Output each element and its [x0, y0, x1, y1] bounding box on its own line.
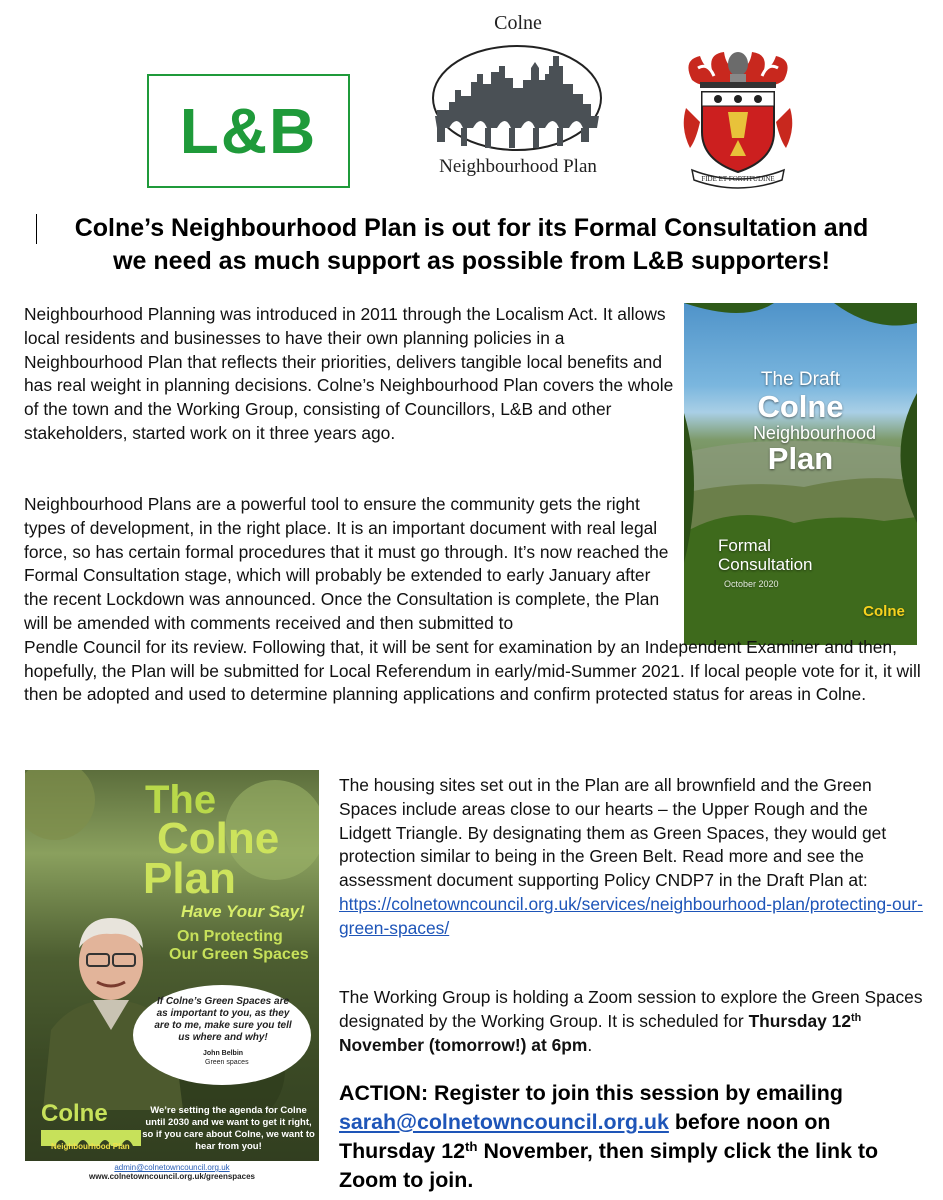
paragraph-green-spaces-text: The housing sites set out in the Plan are all brownfield and the Green Spaces include areas close to our hearts – the Upper Rough and the Lidgett Triangle. By designating them as Green Spaces, they would get protection similar to being in the Green Belt. Read more and see the assessment document supporting Policy CNDP7 in the Draft Plan at:	[339, 775, 887, 891]
coat-of-arms-icon	[678, 48, 798, 190]
colne-coat-of-arms	[678, 48, 798, 190]
poster-footer	[25, 1161, 319, 1188]
colne-plan-poster-image	[25, 770, 319, 1188]
zoom-session-date-suffix: th	[851, 1012, 862, 1025]
green-spaces-link[interactable]: https://colnetowncouncil.org.uk/services/neighbourhood-plan/protecting-our-green-spaces/	[339, 893, 923, 938]
paragraph-process-part-2: Pendle Council for its review. Following that, it will be sent for examination by an Independent Examiner and then, hopefully, the Plan will be submitted for Local Referendum in early/mid-Summer 2021. If local people vote for it, it will then be adopted and used to determine planning applications and confirm protected status for areas in Colne.	[24, 636, 921, 705]
cover-formal: Formal	[718, 536, 771, 555]
poster-the: The	[145, 778, 217, 822]
cover-plan: Plan	[767, 441, 834, 476]
zoom-session-end: .	[587, 1034, 593, 1055]
logo-colne-word: Colne	[494, 12, 542, 34]
action-callout	[339, 1079, 929, 1195]
cover-colne-logo-text: Colne	[863, 603, 905, 620]
paragraph-process	[24, 493, 924, 707]
poster-our-green-spaces: Our Green Spaces	[169, 946, 309, 963]
cover-consultation: Consultation	[718, 555, 813, 574]
poster-quote: If Colne’s Green Spaces are as important to you, as they are to me, make sure you tell us where and why!	[154, 996, 292, 1043]
action-after-email: before noon on Thursday 12	[339, 1110, 831, 1163]
cover-date: October 2020	[724, 579, 779, 589]
colne-neighbourhood-plan-logo	[428, 8, 608, 184]
paragraph-zoom-session	[339, 986, 924, 1057]
headline-line-2: we need as much support as possible from L&B supporters!	[113, 247, 830, 275]
zoom-session-day: Thursday 12	[748, 1010, 852, 1031]
poster-have-your-say: Have Your Say!	[181, 902, 305, 921]
poster-on-protecting: On Protecting	[177, 928, 283, 945]
zoom-session-time: November (tomorrow!) at 6pm	[339, 1034, 588, 1055]
poster-email: admin@colnetowncouncil.org.uk	[114, 1163, 230, 1172]
poster-signature-role: Green spaces	[205, 1059, 249, 1066]
paragraph-intro: Neighbourhood Planning was introduced in 2011 through the Localism Act. It allows local residents and businesses to have their own planning policies in a Neighbourhood Plan that reflects their priorities, delivers tangible local benefits and has real weight in planning decisions. Colne’s Neighbourhood Plan covers the whole of the town and the Working Group, consisting of Councillors, L&B and other stakeholders, started work on it three years ago.	[24, 304, 674, 443]
poster-colne: Colne	[157, 814, 280, 863]
poster-colne-logo	[37, 1100, 143, 1158]
action-lead: ACTION: Register to join this session by emailing	[339, 1081, 843, 1105]
poster-signature-name: John Belbin	[203, 1050, 244, 1057]
svg-text:FIDE ET FORTITUDINE: FIDE ET FORTITUDINE	[701, 175, 775, 183]
colne-skyline-icon	[431, 44, 603, 152]
lb-logo-text: L&B	[179, 95, 318, 167]
cover-colne: Colne	[757, 389, 844, 424]
action-date-suffix: th	[465, 1139, 478, 1155]
zoom-session-text: The Working Group is holding a Zoom session to explore the Green Spaces designated by the Working Group. It is scheduled for	[339, 987, 923, 1031]
action-tail: November, then simply click the link to Zoom to join.	[339, 1139, 879, 1192]
cover-the-draft: The Draft	[760, 369, 841, 390]
headline	[20, 212, 923, 278]
headline-line-1: Colne’s Neighbourhood Plan is out for its Formal Consultation and	[74, 214, 869, 242]
poster-logo-np: Neighbourhood Plan	[51, 1142, 130, 1151]
cover-neighbourhood: Neighbourhood	[752, 423, 877, 443]
paragraph-process-part-1: Neighbourhood Plans are a powerful tool to ensure the community gets the right types of development, in the right place. It is an important document with real legal force, so has certain formal procedures that it must go through. It’s now reached the Formal Consultation stage, which will probably be extended to early January after the recent Lockdown was announced. Once the Consultation is complete, the Plan will be amended with comments received and then submitted to	[24, 494, 669, 633]
lb-logo	[147, 74, 350, 188]
paragraph-green-spaces	[339, 774, 924, 941]
logo-neighbourhood-plan-word: Neighbourhood Plan	[439, 156, 597, 177]
register-email-link[interactable]: sarah@colnetowncouncil.org.uk	[339, 1110, 669, 1134]
poster-website: www.colnetowncouncil.org.uk/greenspaces	[89, 1172, 255, 1181]
poster-plan: Plan	[143, 854, 236, 903]
poster-agenda: We’re setting the agenda for Colne until 2030 and we want to get it right, so if you care about Colne, we want to hear from you!	[142, 1105, 315, 1152]
poster-logo-word: Colne	[41, 1100, 108, 1127]
